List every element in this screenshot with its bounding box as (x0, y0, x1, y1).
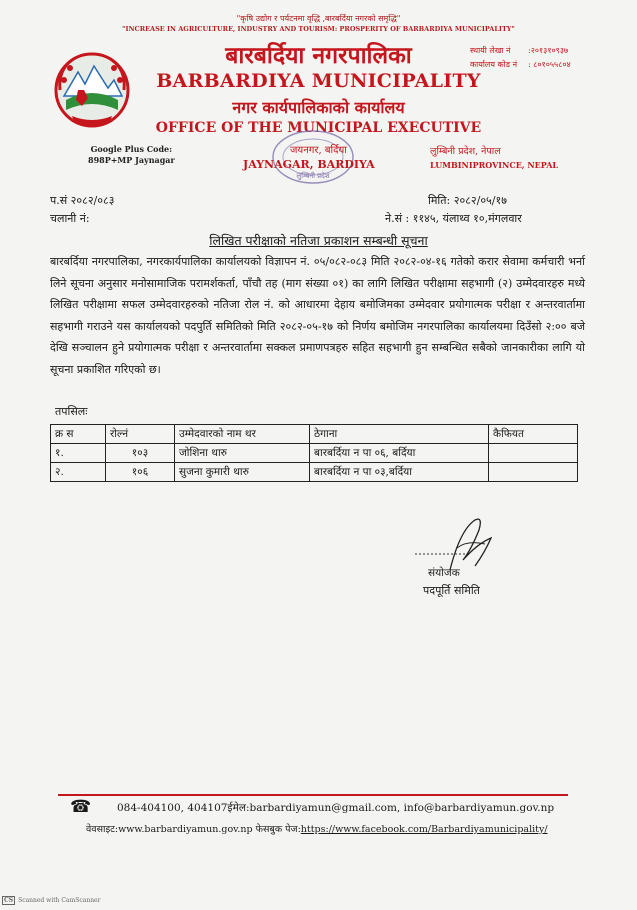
municipality-name-nepali: बारबर्दिया नगरपालिका (225, 42, 412, 69)
cell-roll: १०३ (106, 444, 175, 463)
permanent-account-label: स्थायी लेखा नं (470, 46, 511, 55)
cell-name: सुजना कुमारी थारु (175, 463, 310, 482)
col-serial: क्र स (51, 425, 106, 444)
tagline-english: "INCREASE IN AGRICULTURE, INDUSTRY AND TOURISM: PROSPERITY OF BARBARDIYA MUNICIPALITY" (122, 25, 515, 33)
nepal-era-date: ने.सं : ११४५, यंलाथ्व १०,मंगलवार (385, 212, 522, 225)
cell-remarks (489, 463, 578, 482)
cell-serial: १. (51, 444, 106, 463)
office-stamp-icon (268, 128, 358, 186)
table-row (51, 463, 578, 482)
col-address: ठेगाना (310, 425, 489, 444)
footer-web (86, 822, 548, 835)
footer-divider (58, 794, 568, 796)
office-name-nepali: नगर कार्यपालिकाको कार्यालय (232, 98, 405, 117)
address-nepali: जयनगर, बर्दिया (290, 145, 347, 156)
tagline-nepali: "कृषि उद्योग र पर्यटनमा वृद्धि ,बारबर्दिया नगरको समृद्धि" (236, 14, 401, 23)
signatory-title: संयोजक (428, 567, 460, 579)
signatory-committee: पदपूर्ति समिति (423, 584, 480, 597)
letter-date: मिति: २०८२/०५/१७ (428, 194, 507, 207)
scanner-badge: CS (4, 897, 14, 904)
office-name-english: OFFICE OF THE MUNICIPAL EXECUTIVE (155, 120, 482, 136)
scanner-watermark (2, 896, 100, 905)
phone-icon: ☎ (70, 797, 92, 817)
office-code-label: कार्यालय कोड नं (470, 60, 518, 69)
table-header-row (51, 425, 578, 444)
scanner-text: Scanned with CamScanner (18, 897, 101, 904)
cell-address: बारबर्दिया न पा ०६, बर्दिया (310, 444, 489, 463)
office-ids (470, 44, 571, 72)
cell-address: बारबर्दिया न पा ०३,बर्दिया (310, 463, 489, 482)
stamp-text: लुम्बिनी प्रदेश (296, 172, 330, 180)
google-plus-code-value: 898P+MP Jaynagar (88, 155, 175, 165)
province-english: LUMBINIPROVINCE, NEPAL (430, 160, 559, 170)
col-roll: रोल्नं (106, 425, 175, 444)
facebook-link[interactable]: https://www.facebook.com/Barbardiyamunicipality/ (300, 824, 548, 835)
google-plus-code (88, 144, 175, 166)
address-english: JAYNAGAR, BARDIYA (243, 158, 375, 171)
col-name: उम्मेदवारको नाम थर (175, 425, 310, 444)
province-nepali: लुम्बिनी प्रदेश, नेपाल (430, 146, 501, 157)
table-row (51, 444, 578, 463)
results-table (50, 424, 578, 482)
cell-serial: २. (51, 463, 106, 482)
cell-roll: १०६ (106, 463, 175, 482)
col-remarks: कैफियत (489, 425, 578, 444)
website-text: वेवसाइट:www.barbardiyamun.gov.np फेसबुक पेज: (86, 824, 301, 835)
dispatch-number: चलानी नं: (50, 212, 90, 225)
permanent-account-value: :२०१३१०९३७ (528, 46, 569, 55)
municipality-name-english: BARBARDIYA MUNICIPALITY (156, 70, 481, 92)
cell-name: जोशिना थारु (175, 444, 310, 463)
notice-title: लिखित परीक्षाको नतिजा प्रकाशन सम्बन्धी सूचना (209, 233, 428, 248)
google-plus-code-label: Google Plus Code: (90, 144, 173, 154)
letter-number: प.सं २०८२/०८३ (50, 194, 115, 207)
footer-contact: 084-404100, 404107ईमेल:barbardiyamun@gmail.com, info@barbardiyamun.gov.np (117, 802, 555, 814)
signature-mark (405, 510, 515, 580)
notice-body: बारबर्दिया नगरपालिका, नगरकार्यपालिका कार्यालयको विज्ञापन नं. ०५/०८२-०८३ मिति २०८२-०४-१६ गतेको करार सेवामा कर्मचारी भर्ना लिने सूचना अनुसार मनोसामाजिक परामर्शकर्ता, पाँचौ तह (माग संख्या ०१) का लागि लिखित परीक्षामा सहभागी (२) उम्मेदवारहरु मध्ये लिखित परीक्षामा सफल उम्मेदवारहरुको नतिजा रोल नं. को आधारमा देहाय बमोजिमका उम्मेदवार प्रयोगात्मक परीक्षा र अन्तरवार्तामा सहभागी गराउने यस कार्यालयको पदपुर्ति समितिको मिति २०८२-०५-१७ को निर्णय बमोजिम नगरपालिका कार्यालयमा दिउँसो २:०० बजे देखि सञ्चालन हुने प्रयोगात्मक परीक्षा र अन्तरवार्तामा सक्कल प्रमाणपत्रहरु सहित सहभागी हुन सम्बन्धित सबैको जानकारीका लागि यो सूचना प्रकाशित गरिएको छ। (50, 255, 585, 376)
cell-remarks (489, 444, 578, 463)
details-label: तपसिलः (55, 405, 88, 418)
office-code-value: : ८०१०५५८०४ (528, 60, 571, 69)
